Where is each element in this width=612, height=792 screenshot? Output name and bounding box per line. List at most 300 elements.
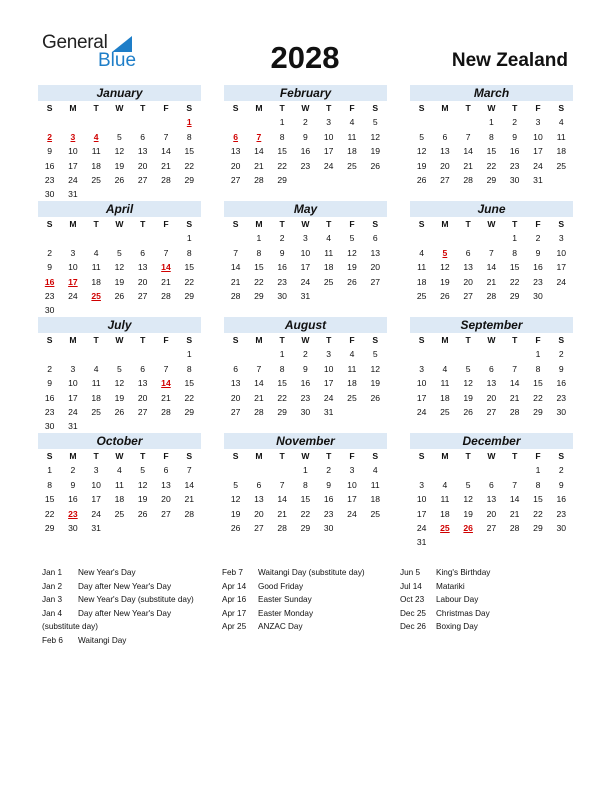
- day-cell: 1: [303, 465, 308, 476]
- day-cell: 7: [186, 465, 192, 476]
- day-cell: 23: [323, 508, 334, 519]
- month-december: [410, 433, 573, 550]
- week-row: [224, 275, 387, 289]
- day-cell: 1: [535, 349, 541, 360]
- weekday-label: T: [279, 219, 285, 229]
- day-cell: 9: [70, 479, 76, 490]
- day-cell: 25: [91, 174, 101, 185]
- month-title: April: [38, 201, 201, 217]
- day-cell: 16: [277, 262, 287, 273]
- empty-day-cell: [154, 187, 177, 201]
- weekday-label: F: [535, 451, 541, 461]
- holiday-name: Good Friday: [258, 581, 304, 591]
- empty-day-cell: [108, 521, 131, 535]
- week-row: [410, 260, 573, 274]
- day-cell: 31: [91, 522, 101, 533]
- day-cell: 18: [416, 276, 427, 287]
- weekday-header-row: [224, 217, 387, 231]
- holiday-day-cell: 5: [442, 247, 448, 258]
- empty-day-cell: [178, 187, 201, 201]
- day-cell: 1: [512, 233, 518, 244]
- month-october: [38, 433, 201, 535]
- holiday-name: Christmas Day: [436, 608, 490, 618]
- day-cell: 4: [558, 117, 564, 128]
- day-cell: 9: [279, 247, 285, 258]
- empty-day-cell: [340, 521, 363, 535]
- empty-day-cell: [480, 463, 503, 477]
- day-cell: 4: [442, 479, 448, 490]
- weekday-label: M: [69, 219, 77, 229]
- month-title: May: [224, 201, 387, 217]
- day-cell: 25: [556, 160, 566, 171]
- holiday-day-cell: 6: [233, 131, 239, 142]
- day-cell: 9: [326, 479, 332, 490]
- country-name: New Zealand: [451, 50, 568, 71]
- holiday-day-cell: 7: [256, 131, 262, 142]
- day-cell: 9: [558, 363, 564, 374]
- weekday-label: W: [115, 451, 124, 461]
- day-cell: 11: [556, 131, 566, 142]
- day-cell: 26: [416, 174, 427, 185]
- day-cell: 8: [256, 247, 262, 258]
- day-cell: 17: [416, 392, 427, 403]
- weekday-label: F: [349, 219, 355, 229]
- month-may: [224, 201, 387, 303]
- day-cell: 8: [186, 363, 192, 374]
- day-cell: 12: [114, 378, 125, 389]
- day-cell: 22: [44, 508, 55, 519]
- day-cell: 10: [556, 247, 566, 258]
- weekday-header-row: [224, 333, 387, 347]
- day-cell: 1: [489, 117, 494, 128]
- day-cell: 5: [372, 349, 378, 360]
- empty-day-cell: [108, 187, 131, 201]
- week-row: [410, 521, 573, 535]
- day-cell: 6: [140, 131, 146, 142]
- holiday-item: [42, 634, 194, 648]
- logo-flag-icon: [112, 36, 132, 52]
- day-cell: 31: [416, 537, 427, 548]
- day-cell: 19: [370, 146, 380, 157]
- day-cell: 1: [47, 465, 53, 476]
- week-row: [410, 246, 573, 260]
- weekday-label: T: [326, 219, 332, 229]
- day-cell: 12: [463, 378, 473, 389]
- day-cell: 12: [114, 146, 125, 157]
- day-cell: 19: [463, 508, 473, 519]
- week-row: [38, 347, 201, 361]
- weekday-label: S: [418, 335, 425, 345]
- day-cell: 8: [303, 479, 308, 490]
- day-cell: 13: [463, 262, 473, 273]
- day-cell: 21: [463, 160, 473, 171]
- empty-day-cell: [108, 347, 131, 361]
- weekday-label: M: [255, 103, 263, 113]
- day-cell: 5: [349, 233, 355, 244]
- day-cell: 11: [324, 247, 334, 258]
- day-cell: 30: [68, 522, 78, 533]
- empty-day-cell: [457, 535, 480, 549]
- day-cell: 3: [326, 117, 332, 128]
- week-row: [410, 492, 573, 506]
- weekday-label: F: [163, 451, 169, 461]
- day-cell: 27: [161, 508, 171, 519]
- day-cell: 11: [347, 363, 357, 374]
- holiday-name: Waitangi Day (substitute day): [258, 568, 365, 577]
- day-cell: 22: [486, 160, 497, 171]
- holiday-date: Apr 25: [222, 622, 247, 631]
- day-cell: 2: [558, 349, 564, 360]
- week-row: [38, 130, 201, 144]
- day-cell: 30: [44, 189, 55, 200]
- month-title: July: [38, 317, 201, 333]
- holiday-item: [42, 607, 194, 621]
- holiday-day-cell: 14: [161, 262, 171, 273]
- day-cell: 19: [463, 392, 473, 403]
- empty-day-cell: [131, 419, 154, 433]
- holiday-item: [400, 566, 490, 580]
- weekday-label: M: [441, 451, 449, 461]
- holiday-item: [222, 593, 365, 607]
- holiday-date: Jan 4: [42, 608, 63, 618]
- week-row: [224, 130, 387, 144]
- day-cell: 11: [91, 262, 101, 273]
- day-cell: 4: [326, 233, 332, 244]
- holiday-day-cell: 23: [68, 508, 78, 519]
- day-cell: 20: [486, 508, 497, 519]
- day-cell: 8: [279, 363, 285, 374]
- day-cell: 12: [114, 262, 125, 273]
- week-row: [38, 187, 201, 201]
- holiday-item: [42, 580, 194, 594]
- day-cell: 20: [370, 262, 380, 273]
- day-cell: 2: [326, 465, 332, 476]
- empty-day-cell: [85, 187, 108, 201]
- day-cell: 27: [137, 290, 148, 301]
- weekday-label: S: [186, 451, 193, 461]
- day-cell: 13: [137, 146, 148, 157]
- day-cell: 11: [440, 378, 450, 389]
- empty-day-cell: [480, 231, 503, 245]
- weekday-label: W: [301, 451, 310, 461]
- holiday-date: Apr 17: [222, 608, 247, 618]
- day-cell: 30: [44, 421, 55, 432]
- day-cell: 29: [300, 522, 311, 533]
- month-title: March: [410, 85, 573, 101]
- day-cell: 15: [44, 494, 55, 505]
- day-cell: 5: [465, 479, 471, 490]
- weekday-label: M: [441, 335, 449, 345]
- empty-day-cell: [247, 347, 270, 361]
- weekday-label: W: [115, 335, 124, 345]
- weekday-label: W: [487, 451, 496, 461]
- week-row: [410, 173, 573, 187]
- day-cell: 14: [230, 262, 241, 273]
- week-row: [38, 246, 201, 260]
- day-cell: 21: [230, 276, 241, 287]
- day-cell: 26: [114, 406, 125, 417]
- day-cell: 19: [114, 276, 125, 287]
- day-cell: 29: [533, 406, 543, 417]
- day-cell: 15: [254, 262, 264, 273]
- day-cell: 29: [277, 174, 287, 185]
- empty-day-cell: [61, 115, 84, 129]
- day-cell: 6: [372, 233, 378, 244]
- weekday-label: S: [372, 451, 379, 461]
- empty-day-cell: [38, 231, 61, 245]
- day-cell: 17: [323, 378, 334, 389]
- day-cell: 29: [486, 174, 497, 185]
- empty-day-cell: [433, 347, 456, 361]
- holiday-column: [222, 566, 365, 634]
- day-cell: 17: [323, 146, 334, 157]
- week-row: [38, 173, 201, 187]
- weekday-label: F: [163, 219, 169, 229]
- empty-day-cell: [457, 231, 480, 245]
- day-cell: 6: [140, 363, 146, 374]
- day-cell: 30: [556, 522, 566, 533]
- day-cell: 14: [486, 262, 497, 273]
- day-cell: 5: [233, 479, 239, 490]
- day-cell: 8: [535, 479, 541, 490]
- week-row: [38, 115, 201, 129]
- weekday-label: T: [512, 335, 518, 345]
- day-cell: 25: [91, 406, 101, 417]
- week-row: [410, 289, 573, 303]
- empty-day-cell: [85, 419, 108, 433]
- day-cell: 16: [533, 262, 543, 273]
- day-cell: 28: [230, 290, 241, 301]
- day-cell: 9: [535, 247, 541, 258]
- week-row: [410, 275, 573, 289]
- day-cell: 30: [509, 174, 520, 185]
- day-cell: 10: [91, 479, 101, 490]
- empty-day-cell: [178, 303, 201, 317]
- empty-day-cell: [108, 419, 131, 433]
- day-cell: 23: [44, 406, 55, 417]
- empty-day-cell: [154, 419, 177, 433]
- week-row: [224, 115, 387, 129]
- weekday-label: W: [487, 219, 496, 229]
- day-cell: 20: [137, 276, 148, 287]
- day-cell: 26: [370, 160, 380, 171]
- day-cell: 16: [44, 160, 55, 171]
- weekday-label: S: [558, 103, 565, 113]
- day-cell: 1: [279, 349, 285, 360]
- weekday-label: T: [465, 335, 471, 345]
- day-cell: 14: [509, 378, 520, 389]
- day-cell: 27: [370, 276, 380, 287]
- month-august: [224, 317, 387, 419]
- week-row: [410, 362, 573, 376]
- day-cell: 15: [277, 146, 287, 157]
- day-cell: 16: [556, 494, 566, 505]
- empty-day-cell: [364, 405, 387, 419]
- day-cell: 6: [163, 465, 169, 476]
- weekday-label: T: [140, 451, 146, 461]
- weekday-label: T: [279, 103, 285, 113]
- weekday-label: T: [512, 103, 518, 113]
- day-cell: 24: [91, 508, 101, 519]
- day-cell: 23: [277, 276, 287, 287]
- weekday-label: T: [93, 335, 99, 345]
- day-cell: 5: [372, 117, 378, 128]
- week-row: [224, 289, 387, 303]
- holiday-date: Dec 25: [400, 608, 426, 618]
- day-cell: 1: [279, 117, 285, 128]
- day-cell: 21: [161, 276, 171, 287]
- week-row: [410, 115, 573, 129]
- holiday-name: King's Birthday: [436, 568, 491, 577]
- empty-day-cell: [224, 115, 247, 129]
- day-cell: 30: [323, 522, 334, 533]
- day-cell: 15: [277, 378, 287, 389]
- empty-day-cell: [457, 115, 480, 129]
- day-cell: 1: [535, 465, 541, 476]
- empty-day-cell: [131, 187, 154, 201]
- day-cell: 28: [463, 174, 473, 185]
- day-cell: 7: [279, 479, 285, 490]
- day-cell: 21: [254, 160, 264, 171]
- month-title: February: [224, 85, 387, 101]
- day-cell: 2: [47, 247, 53, 258]
- day-cell: 4: [442, 363, 448, 374]
- week-row: [224, 246, 387, 260]
- day-cell: 17: [533, 146, 543, 157]
- day-cell: 25: [440, 406, 450, 417]
- day-cell: 17: [68, 160, 78, 171]
- day-cell: 22: [277, 392, 287, 403]
- empty-day-cell: [224, 347, 247, 361]
- week-row: [38, 362, 201, 376]
- holiday-day-cell: 25: [440, 522, 450, 533]
- day-cell: 29: [509, 290, 520, 301]
- holiday-name: Labour Day: [436, 595, 479, 604]
- empty-day-cell: [85, 115, 108, 129]
- day-cell: 3: [419, 479, 425, 490]
- day-cell: 8: [186, 247, 192, 258]
- day-cell: 11: [91, 146, 101, 157]
- empty-day-cell: [85, 347, 108, 361]
- logo-blue-text: Blue: [98, 50, 137, 71]
- empty-day-cell: [503, 463, 526, 477]
- empty-day-cell: [364, 289, 387, 303]
- day-cell: 23: [44, 290, 55, 301]
- week-row: [224, 159, 387, 173]
- empty-day-cell: [480, 535, 503, 549]
- day-cell: 14: [463, 146, 473, 157]
- day-cell: 5: [140, 465, 146, 476]
- day-cell: 22: [300, 508, 311, 519]
- day-cell: 27: [230, 406, 241, 417]
- holiday-item: [42, 620, 194, 634]
- weekday-label: S: [418, 103, 425, 113]
- day-cell: 12: [463, 494, 473, 505]
- day-cell: 4: [372, 465, 378, 476]
- day-cell: 18: [347, 378, 357, 389]
- day-cell: 6: [233, 363, 239, 374]
- weekday-label: W: [115, 103, 124, 113]
- day-cell: 21: [277, 508, 287, 519]
- empty-day-cell: [131, 347, 154, 361]
- empty-day-cell: [85, 303, 108, 317]
- day-cell: 3: [535, 117, 541, 128]
- holiday-item: [222, 566, 365, 580]
- weekday-label: W: [487, 103, 496, 113]
- day-cell: 25: [323, 276, 334, 287]
- week-row: [224, 405, 387, 419]
- day-cell: 11: [347, 131, 357, 142]
- empty-day-cell: [550, 535, 573, 549]
- day-cell: 20: [254, 508, 264, 519]
- weekday-label: T: [326, 103, 332, 113]
- day-cell: 4: [93, 363, 99, 374]
- day-cell: 19: [114, 392, 125, 403]
- holiday-date: Apr 16: [222, 595, 247, 604]
- holiday-name: New Year's Day: [78, 568, 136, 577]
- day-cell: 7: [163, 363, 169, 374]
- day-cell: 22: [277, 160, 287, 171]
- month-june: [410, 201, 573, 303]
- day-cell: 28: [277, 522, 287, 533]
- holiday-date: Feb 6: [42, 635, 63, 645]
- day-cell: 2: [558, 465, 564, 476]
- day-cell: 22: [184, 276, 194, 287]
- day-cell: 28: [161, 290, 171, 301]
- weekday-label: T: [465, 451, 471, 461]
- empty-day-cell: [457, 347, 480, 361]
- day-cell: 30: [533, 290, 543, 301]
- day-cell: 28: [254, 174, 264, 185]
- empty-day-cell: [550, 173, 573, 187]
- week-row: [224, 478, 387, 492]
- day-cell: 12: [137, 479, 148, 490]
- day-cell: 23: [300, 392, 311, 403]
- day-cell: 23: [300, 160, 311, 171]
- day-cell: 6: [256, 479, 262, 490]
- holiday-item: [400, 593, 490, 607]
- weekday-header-row: [410, 333, 573, 347]
- holiday-item: [42, 593, 194, 607]
- month-title: January: [38, 85, 201, 101]
- day-cell: 30: [277, 290, 287, 301]
- day-cell: 26: [463, 406, 473, 417]
- day-cell: 22: [533, 508, 543, 519]
- day-cell: 13: [486, 378, 497, 389]
- holiday-item: [42, 566, 194, 580]
- day-cell: 10: [68, 262, 78, 273]
- day-cell: 14: [254, 378, 264, 389]
- day-cell: 18: [370, 494, 380, 505]
- day-cell: 10: [416, 378, 427, 389]
- weekday-label: F: [349, 451, 355, 461]
- empty-day-cell: [108, 231, 131, 245]
- empty-day-cell: [480, 347, 503, 361]
- week-row: [38, 260, 201, 274]
- day-cell: 11: [440, 494, 450, 505]
- day-cell: 25: [370, 508, 380, 519]
- weekday-label: T: [465, 103, 471, 113]
- day-cell: 3: [70, 363, 76, 374]
- month-title: October: [38, 433, 201, 449]
- day-cell: 23: [533, 276, 543, 287]
- day-cell: 5: [419, 131, 425, 142]
- week-row: [38, 419, 201, 433]
- day-cell: 26: [137, 508, 148, 519]
- holiday-day-cell: 16: [44, 276, 55, 287]
- holiday-item: [222, 607, 365, 621]
- day-cell: 22: [509, 276, 520, 287]
